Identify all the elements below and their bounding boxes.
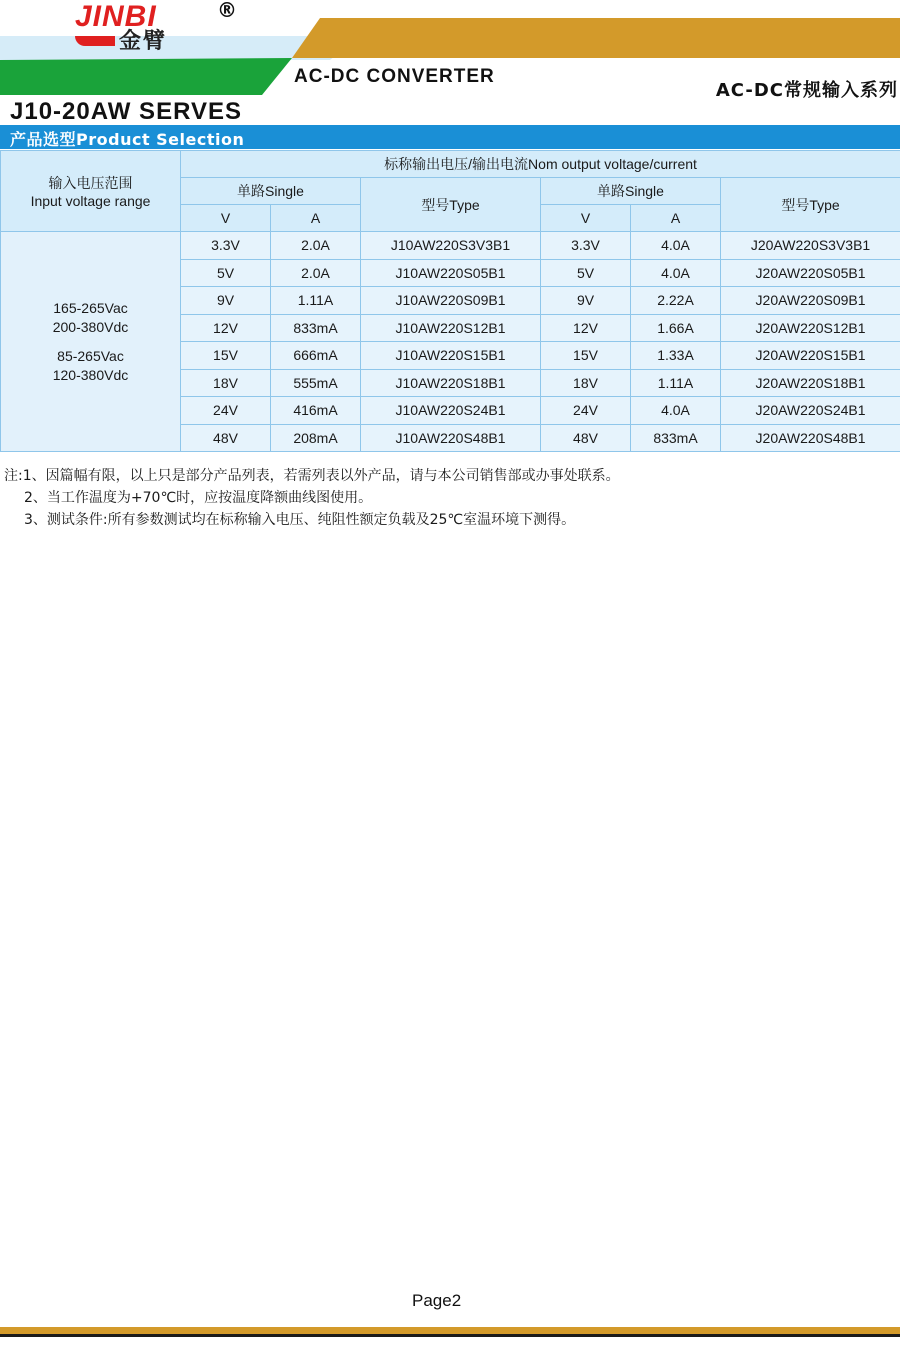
type-cell: J10AW220S05B1 (361, 259, 541, 287)
v-header-1: V (181, 205, 271, 232)
current-cell: 833mA (271, 314, 361, 342)
current-cell: 2.22A (631, 287, 721, 315)
notes (4, 465, 620, 531)
logo-swoosh (75, 36, 115, 46)
product-selection-table (0, 150, 900, 452)
note-line-2: 2、当工作温度为+70℃时，应按温度降额曲线图使用。 (24, 490, 373, 506)
current-cell: 666mA (271, 342, 361, 370)
input-range-header (1, 151, 181, 232)
a-header-2: A (631, 205, 721, 232)
type-cell: J10AW220S18B1 (361, 369, 541, 397)
current-cell: 1.33A (631, 342, 721, 370)
table-row (1, 232, 900, 260)
section-title: 产品选型Product Selection (10, 130, 245, 149)
type-header-2: 型号Type (721, 178, 900, 232)
voltage-cell: 24V (541, 397, 631, 425)
voltage-cell: 5V (181, 259, 271, 287)
subtitle-en: AC-DC CONVERTER (294, 66, 495, 87)
v-header-2: V (541, 205, 631, 232)
input-range-line: 165-265Vac (53, 299, 128, 316)
footer-bar (0, 1327, 900, 1337)
type-cell: J20AW220S05B1 (721, 259, 900, 287)
current-cell: 2.0A (271, 259, 361, 287)
page-number: Page2 (412, 1291, 462, 1310)
page-header (0, 0, 900, 100)
type-cell: J10AW220S3V3B1 (361, 232, 541, 260)
type-cell: J20AW220S15B1 (721, 342, 900, 370)
type-cell: J10AW220S15B1 (361, 342, 541, 370)
input-range-line: 85-265Vac (57, 347, 124, 364)
logo-chinese: 金臂 (119, 29, 168, 54)
current-cell: 2.0A (271, 232, 361, 260)
voltage-cell: 15V (181, 342, 271, 370)
current-cell: 1.11A (271, 287, 361, 315)
voltage-cell: 18V (181, 369, 271, 397)
subtitle-cn: AC-DC常规输入系列 (715, 80, 898, 101)
note-line-1: 注:1、因篇幅有限，以上只是部分产品列表，若需列表以外产品，请与本公司销售部或办事处联系。 (4, 468, 620, 484)
nom-output-header: 标称输出电压/输出电流Nom output voltage/current (181, 151, 900, 178)
current-cell: 1.66A (631, 314, 721, 342)
note-line-3: 3、测试条件:所有参数测试均在标称输入电压、纯阻性额定负载及25℃室温环境下测得。 (24, 512, 576, 528)
input-range-header-cn: 输入电压范围 (48, 175, 133, 191)
current-cell: 833mA (631, 424, 721, 452)
input-range-header-en: Input voltage range (30, 193, 151, 209)
current-cell: 4.0A (631, 259, 721, 287)
type-cell: J20AW220S48B1 (721, 424, 900, 452)
voltage-cell: 3.3V (541, 232, 631, 260)
voltage-cell: 48V (181, 424, 271, 452)
type-cell: J20AW220S3V3B1 (721, 232, 900, 260)
a-header-1: A (271, 205, 361, 232)
type-cell: J20AW220S12B1 (721, 314, 900, 342)
current-cell: 4.0A (631, 232, 721, 260)
voltage-cell: 12V (181, 314, 271, 342)
input-range-line: 120-380Vdc (52, 366, 129, 383)
voltage-cell: 48V (541, 424, 631, 452)
voltage-cell: 3.3V (181, 232, 271, 260)
single-header-1: 单路Single (181, 178, 361, 205)
current-cell: 555mA (271, 369, 361, 397)
voltage-cell: 12V (541, 314, 631, 342)
type-header-1: 型号Type (361, 178, 541, 232)
input-range-line: 200-380Vdc (52, 318, 129, 335)
type-cell: J10AW220S48B1 (361, 424, 541, 452)
voltage-cell: 18V (541, 369, 631, 397)
voltage-cell: 5V (541, 259, 631, 287)
input-range-cell (1, 232, 181, 452)
voltage-cell: 24V (181, 397, 271, 425)
current-cell: 4.0A (631, 397, 721, 425)
current-cell: 208mA (271, 424, 361, 452)
logo-text: JINBI (75, 0, 157, 33)
type-cell: J10AW220S24B1 (361, 397, 541, 425)
type-cell: J10AW220S09B1 (361, 287, 541, 315)
current-cell: 1.11A (631, 369, 721, 397)
type-cell: J10AW220S12B1 (361, 314, 541, 342)
registered-mark: ® (217, 0, 237, 22)
type-cell: J20AW220S18B1 (721, 369, 900, 397)
single-header-2: 单路Single (541, 178, 721, 205)
series-title: J10-20AW SERVES (10, 98, 242, 125)
voltage-cell: 9V (541, 287, 631, 315)
type-cell: J20AW220S24B1 (721, 397, 900, 425)
voltage-cell: 15V (541, 342, 631, 370)
jinbi-logo (75, 2, 245, 54)
type-cell: J20AW220S09B1 (721, 287, 900, 315)
current-cell: 416mA (271, 397, 361, 425)
voltage-cell: 9V (181, 287, 271, 315)
